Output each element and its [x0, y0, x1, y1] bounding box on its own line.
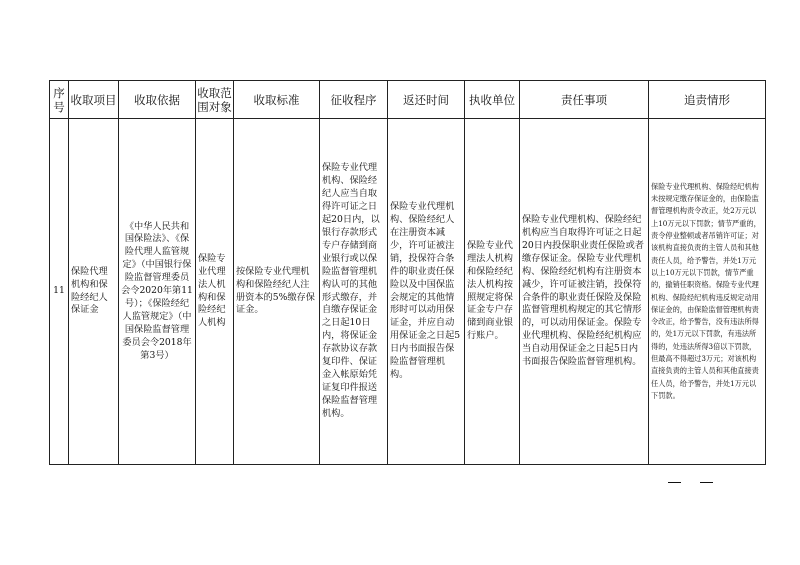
page-number-dash-right — [700, 482, 713, 483]
header-refund: 返还时间 — [388, 81, 465, 119]
header-standard: 收取标准 — [234, 81, 320, 119]
header-procedure: 征收程序 — [320, 81, 388, 119]
fee-item: 保险代理机构和保险经纪人保证金 — [71, 265, 108, 316]
collecting-unit: 保险专业代理法人机构和保险经纪法人机构按照规定将保证金专户存储到商业银行账户。 — [467, 239, 513, 342]
refund-time: 保险专业代理机构、保险经纪人在注册资本减少，许可证被注销，投保符合条件的职业责任保险以及中国保监会规定的其他情形时可以动用保证金，并应自动用保证金之日起5日内书面报告保险监督管理机构。 — [390, 201, 461, 380]
fee-table — [49, 80, 766, 465]
scope: 保险专业代理法人机构和保险经纪人机构 — [198, 252, 226, 329]
header-item: 收取项目 — [69, 81, 119, 119]
page-number-dash-left — [668, 482, 681, 483]
header-basis: 收取依据 — [119, 81, 196, 119]
responsibility: 保险专业代理机构、保险经纪机构应当自取得许可证之日起20日内投保职业责任保险或者缴存保证金。保险专业代理机构、保险经纪机构有注册资本减少，许可证被注销，投保符合条件的职业责任保险及保险监督管理机构规定的其它情形的，可以动用保证金。保险专业代理机构、保险经纪机构应当自动用保证金之日起5日内书面报告保险监督管理机构。 — [522, 214, 644, 368]
accountability: 保险专业代理机构、保险经纪机构未按规定缴存保证金的，由保险监督管理机构责令改正，处2万元以上10万元以下罚款；情节严重的，责令停业整顿或者吊销许可证；对该机构直接负责的主管人员和其他责任人员，给予警告，并处1万元以上10万元以下罚款，情节严重的，撤销任职资格。保险专业代理机构、保险经纪机构违反规定动用保证金的，由保险监督管理机构责令改正，给予警告，没有违法所得的，处1万元以下罚款，有违法所得的，处违法所得3倍以下罚款，但最高不得超过3万元；对该机构直接负责的主管人员和其他直接责任人员，给予警告，并处1万元以下罚款。 — [651, 181, 761, 400]
row-number: 11 — [53, 285, 65, 297]
table-header-row — [50, 81, 766, 119]
header-unit: 执收单位 — [465, 81, 520, 119]
table-row — [50, 119, 766, 465]
header-accountability: 追责情形 — [649, 81, 766, 119]
header-no: 序号 — [50, 81, 69, 119]
fee-standard: 按保险专业代理机构和保险经纪人注册资本的5%缴存保证金。 — [236, 265, 315, 316]
header-scope: 收取范围对象 — [196, 81, 234, 119]
collection-procedure: 保险专业代理机构、保险经纪人应当自取得许可证之日起20日内，以银行存款形式专户存储到商业银行或以保险监督管理机构认可的其他形式缴存，并自缴存保证金之日起10日内，将保证金存款协议存款复印件、保证金入帐原始凭证复印件报送保险监督管理机构。 — [322, 162, 380, 419]
legal-basis: 《中华人民共和国保险法》、《保险代理人监管规定》（中国银行保险监督管理委员会令2020年第11号）；《保险经纪人监管规定》（中国保险监督管理委员会令2018年第3号） — [121, 220, 193, 361]
header-duty: 责任事项 — [520, 81, 649, 119]
